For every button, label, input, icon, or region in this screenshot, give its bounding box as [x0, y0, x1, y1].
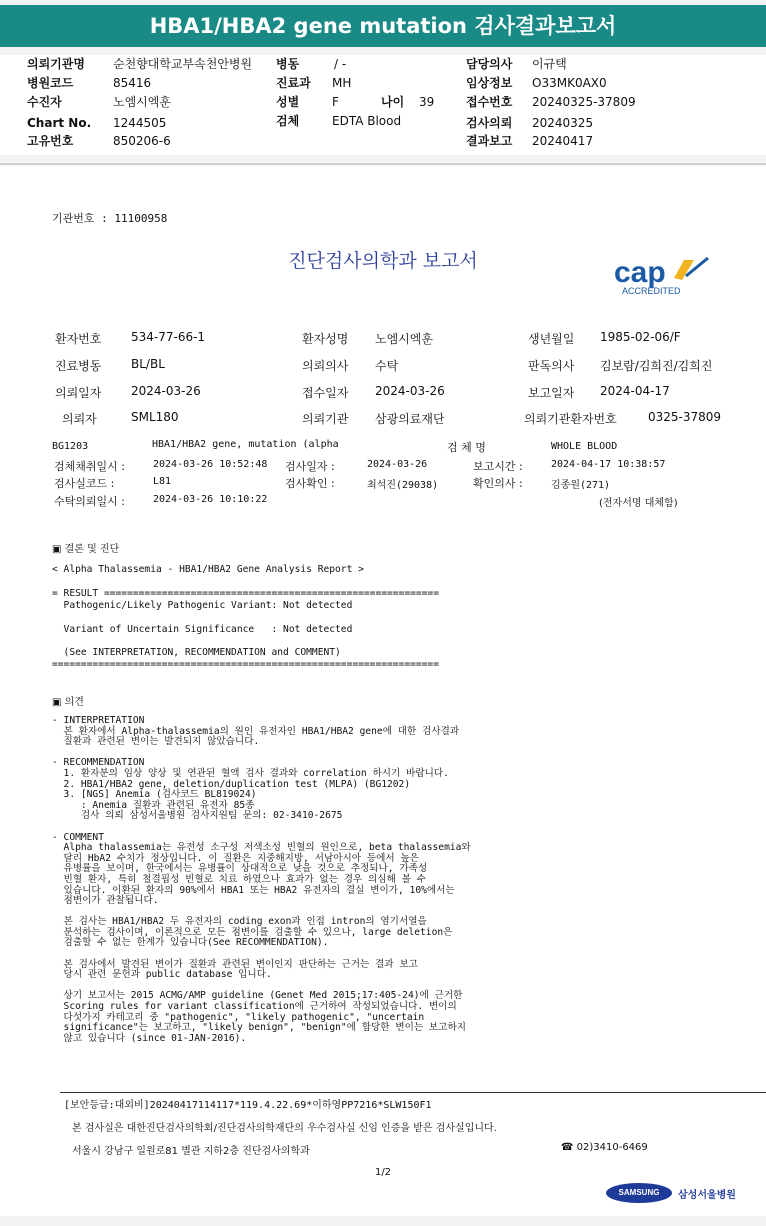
label: 병원코드: [27, 76, 74, 90]
cap-logo-text: cap: [614, 256, 666, 289]
phone: ☎ 02)3410-6469: [561, 1142, 648, 1153]
confirm-doctor-label: 확인의사 :: [473, 477, 523, 490]
patient-label: 의뢰의사: [302, 359, 349, 373]
test-check-label: 검사확인 :: [285, 477, 335, 490]
patient-value: 0325-37809: [648, 410, 722, 424]
value: 850206-6: [113, 134, 171, 148]
patient-label: 판독의사: [528, 359, 575, 373]
patient-value: 김보람/김희진/김희진: [600, 359, 713, 373]
value: 순천향대학교부속천안병원: [113, 57, 253, 71]
esign-note: (전자서명 대체함): [599, 498, 678, 509]
patient-value: 2024-03-26: [375, 384, 445, 398]
patient-label: 의뢰기관: [302, 412, 349, 426]
label: 수진자: [27, 95, 62, 109]
page-number: 1/2: [374, 1167, 392, 1178]
label: Chart No.: [27, 116, 92, 130]
consign-value: 2024-03-26 10:10:22: [153, 494, 268, 505]
collection-value: 2024-03-26 10:52:48: [153, 459, 268, 470]
institution-number: 기관번호 : 11100958: [52, 212, 168, 225]
label: 고유번호: [27, 134, 74, 148]
patient-value: 삼광의료재단: [375, 412, 445, 426]
security-line: [보안등급:대외비]20240417114117*119.4.22.69*이하영PP7216*SLW150F1: [64, 1100, 432, 1111]
specimen-value: WHOLE BLOOD: [551, 441, 618, 452]
patient-label: 진료병동: [55, 359, 102, 373]
cap-accredited-logo: [612, 254, 712, 302]
value: 1244505: [113, 116, 167, 130]
patient-value: BL/BL: [131, 357, 165, 371]
value: 20240417: [532, 134, 594, 148]
consign-label: 수탁의뢰일시 :: [54, 495, 125, 508]
label: 검사의뢰: [466, 116, 513, 130]
label: 의뢰기관명: [27, 57, 85, 71]
value: O33MK0AX0: [532, 76, 607, 90]
hospital-name: 삼성서울병원: [678, 1190, 736, 1201]
patient-label: 보고일자: [528, 386, 575, 400]
header-info: [0, 55, 766, 155]
label: 성별: [276, 95, 300, 109]
patient-value: 2024-03-26: [131, 384, 201, 398]
patient-value: 534-77-66-1: [131, 330, 206, 344]
value: / -: [334, 57, 347, 71]
patient-value: 수탁: [375, 359, 399, 373]
label: 임상정보: [466, 76, 513, 90]
value: MH: [332, 76, 352, 90]
patient-label: 의뢰일자: [55, 386, 102, 400]
test-check-value: 최석진(29038): [367, 480, 439, 491]
cap-logo-sub: ACCREDITED: [622, 286, 681, 296]
patient-value: 1985-02-06/F: [600, 330, 681, 344]
certification: 본 검사실은 대한진단검사의학회/진단검사의학재단의 우수검사실 신임 인증을 받은 검사실입니다.: [72, 1123, 497, 1134]
conclusion-text: < Alpha Thalassemia - HBA1/HBA2 Gene Analysis Report > = RESULT ========================================================== Pathogenic/Likely Pathogenic Variant: Not detected Variant of Uncertain Significance : Not detected (See INTERPRETATION, RECOMMENDATION and COMMENT) ===================================================================: [52, 564, 439, 671]
value: EDTA Blood: [332, 114, 402, 128]
patient-label: 의뢰자: [62, 412, 97, 426]
patient-label: 생년월일: [528, 332, 575, 346]
label: 담당의사: [466, 57, 513, 71]
report-page: [0, 166, 766, 1216]
divider: [0, 163, 766, 165]
report-time-label: 보고시간 :: [473, 460, 523, 473]
patient-label: 접수일자: [302, 386, 349, 400]
lab-code-value: L81: [153, 476, 172, 487]
patient-value: 2024-04-17: [600, 384, 670, 398]
report-title: HBA1/HBA2 gene mutation 검사결과보고서: [0, 5, 766, 47]
conclusion-heading: ▣ 결론 및 진단: [52, 544, 120, 555]
patient-label: 환자번호: [55, 332, 102, 346]
value: 20240325: [532, 116, 594, 130]
label: 접수번호: [466, 95, 513, 109]
report-time-value: 2024-04-17 10:38:57: [551, 459, 666, 470]
value: 20240325-37809: [532, 95, 636, 109]
lab-code-label: 검사실코드 :: [54, 477, 115, 490]
value: F: [332, 95, 339, 109]
test-date-value: 2024-03-26: [367, 459, 428, 470]
label: 병동: [276, 57, 300, 71]
confirm-doctor-value: 김종원(271): [551, 480, 611, 491]
patient-value: 노엠시엑훈: [375, 332, 433, 346]
patient-value: SML180: [131, 410, 179, 424]
test-date-label: 검사일자 :: [285, 460, 335, 473]
opinion-heading: ▣ 의견: [52, 697, 84, 708]
test-name: HBA1/HBA2 gene, mutation (alpha: [152, 439, 339, 450]
value: 노엠시엑훈: [113, 95, 171, 109]
patient-label: 의뢰기관환자번호: [524, 412, 617, 426]
label: 진료과: [276, 76, 311, 90]
samsung-logo: SAMSUNG: [606, 1183, 672, 1203]
age-label: 나이: [381, 95, 405, 109]
opinion-text: - INTERPRETATION 본 환자에서 Alpha-thalassemia의 원인 유전자인 HBA1/HBA2 gene에 대한 검사결과 질환과 관련된 변이는 발견되지 않았습니다. - RECOMMENDATION 1. 환자분의 임상 양상 및 연관된 혈액 검사 결과와 correlation 하시기 바랍니다. 2. HBA1/HBA2 gene, deletion/duplication test (MLPA) (BG1202) 3. [NGS] Anemia (검사코드 BL819024) : Anemia 질환과 관련된 유전자 85종 검사 의뢰 삼성서울병원 검사지원팀 문의: 02-3410-2675 - COMMENT Alpha thalassemia는 유전성 소구성 저색소성 빈혈의 원인으로, beta thalassemia와 달리 HbA2 수치가 정상입니다. 이 질환은 지중해지방, 서남아시아 등에서 높은 유병률을 보이며, 한국에서는 유병률이 상대적으로 낮을 것으로 추정되나, 가족성 빈혈 환자, 특히 철결핍성 빈혈로 치료 하였으나 효과가 없는 경우 의심해 볼 수 있습니다. 이환된 환자의 90%에서 HBA1 또는 HBA2 유전자의 결실 변이가, 10%에서는 점변이가 관찰됩니다. 본 검사는 HBA1/HBA2 두 유전자의 coding exon과 인접 intron의 염기서열을 분석하는 검사이며, 이론적으로 모든 점변이를 검출할 수 있으나, large deletion은 검출할 수 없는 한계가 있습니다(See RECOMMENDATION). 본 검사에서 발견된 변이가 질환과 관련된 변이인지 판단하는 근거는 결과 보고 당시 관련 문헌과 public database 입니다. 상기 보고서는 2015 ACMG/AMP guideline (Genet Med 2015;17:405-24)에 근거한 Scoring rules for variant classification에 근거하여 작성되었습니다. 변이의 다섯가지 카테고리 중 "pathogenic", "likely pathogenic", "uncertain significance"는 보고하고, "likely benign", "benign"에 합당한 변이는 보고하지 않고 있습니다 (since 01-JAN-2016).: [52, 715, 471, 1044]
footer: [60, 1092, 766, 1093]
age-value: 39: [419, 95, 435, 109]
address: 서울시 강남구 일원로81 별관 지하2층 진단검사의학과: [72, 1146, 310, 1157]
collection-label: 검체채취일시 :: [54, 460, 125, 473]
test-code: BG1203: [52, 441, 89, 452]
value: 85416: [113, 76, 152, 90]
patient-label: 환자성명: [302, 332, 349, 346]
label: 결과보고: [466, 134, 513, 148]
label: 검체: [276, 114, 300, 128]
document-title: 진단검사의학과 보고서: [288, 250, 478, 272]
specimen-label: 검 체 명: [447, 441, 486, 454]
value: 이규택: [532, 57, 567, 71]
